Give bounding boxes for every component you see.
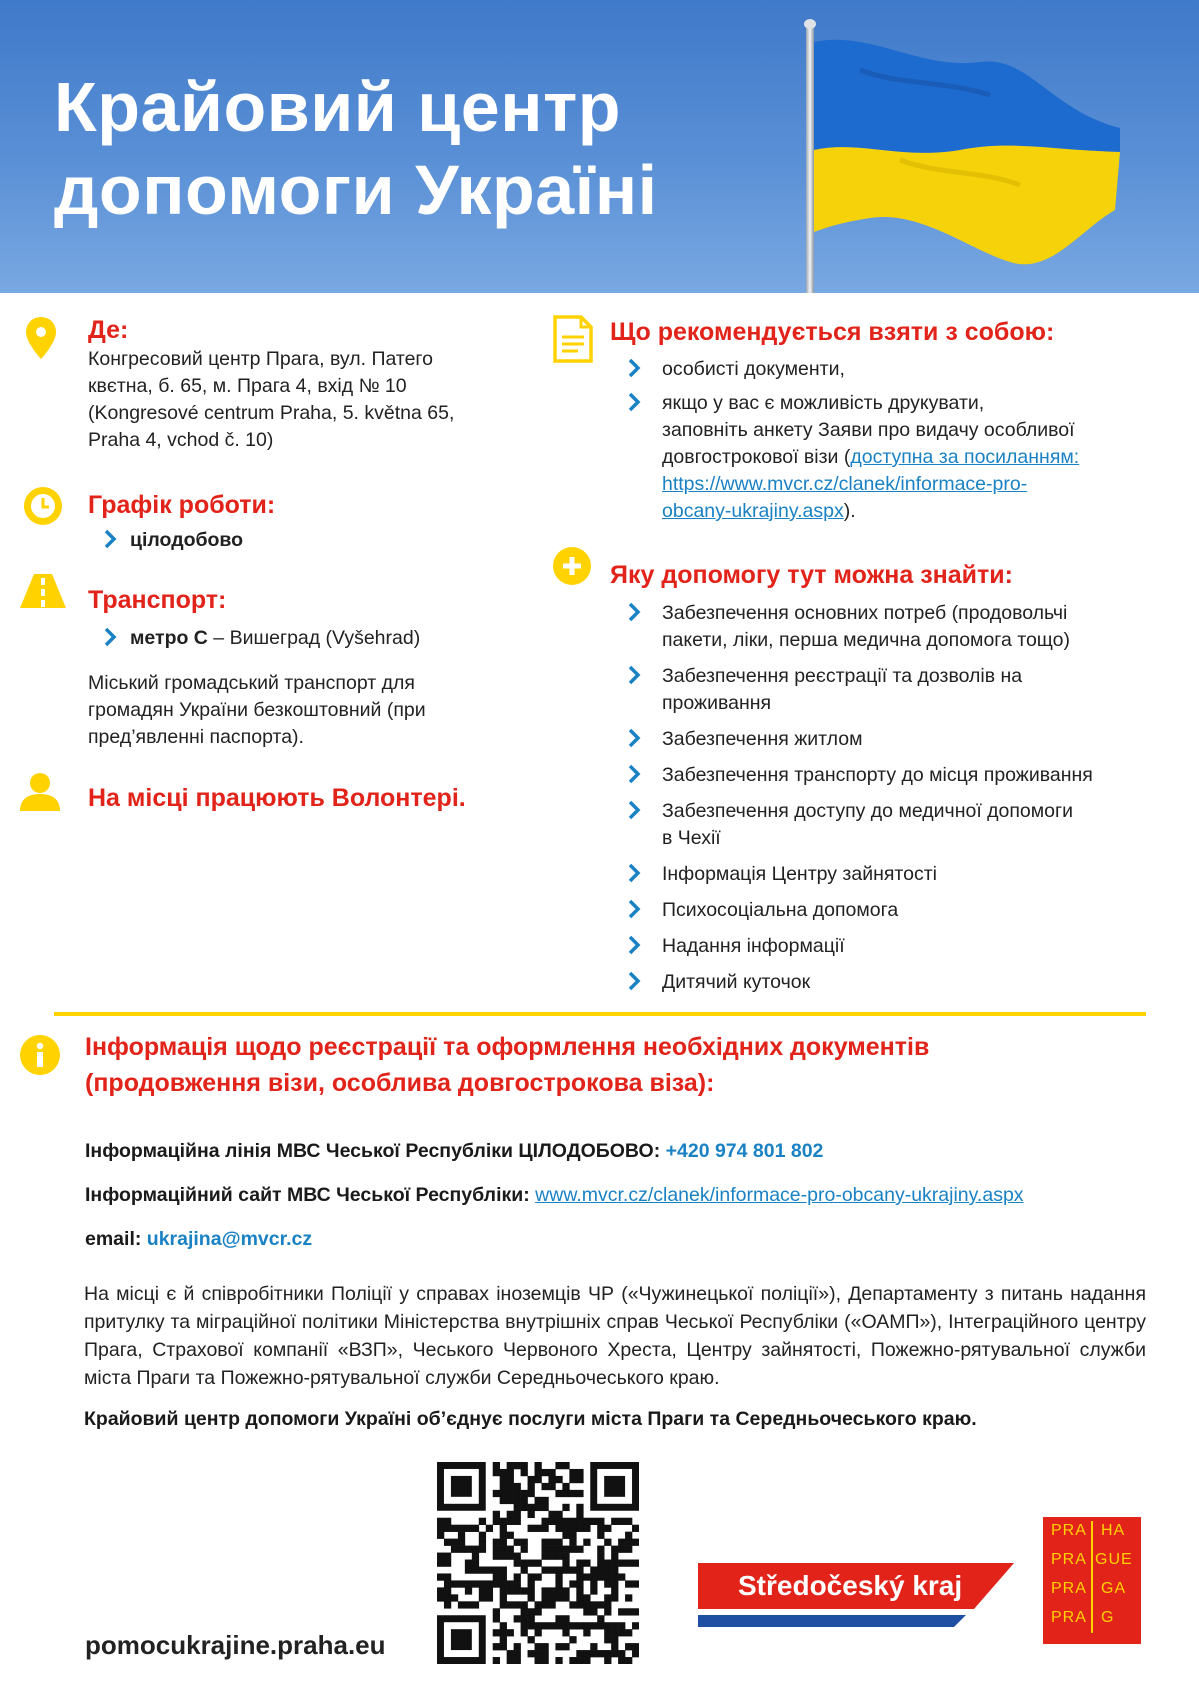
schedule-heading: Графік роботи: (88, 491, 276, 519)
chevron-right-icon (628, 726, 654, 748)
chevron-right-icon (628, 969, 654, 991)
list-item: особисті документи, (628, 356, 845, 383)
transport-heading: Транспорт: (88, 586, 227, 614)
list-item: Інформація Центру зайнятості (628, 861, 1093, 888)
bring-heading: Що рекомендується взяти з собою: (610, 318, 1055, 346)
email-link[interactable]: ukrajina@mvcr.cz (146, 1228, 313, 1250)
help-heading: Яку допомогу тут можна знайти: (610, 561, 1013, 589)
list-item: Забезпечення доступу до медичної допомоги в Чехії (628, 798, 1093, 852)
email-line: email: ukrajina@mvcr.cz (85, 1228, 313, 1250)
page-title: Крайовий центр допомоги Україні (54, 68, 658, 229)
hotline-number[interactable]: +420 974 801 802 (665, 1140, 824, 1162)
chevron-right-icon (628, 762, 654, 784)
list-item: Забезпечення основних потреб (продовольчі пакети, ліки, перша медична допомога тощо) (628, 600, 1093, 654)
chevron-right-icon (628, 933, 654, 955)
mvcr-site-link[interactable]: www.mvcr.cz/clanek/informace-pro-obcany-ukrajiny.aspx (535, 1184, 1024, 1206)
qr-code[interactable] (437, 1462, 639, 1664)
chevron-right-icon (628, 356, 654, 378)
where-heading: Де: (88, 316, 129, 344)
chevron-right-icon (628, 798, 654, 820)
list-item: якщо у вас є можливість друкувати, заповніть анкету Заяви про видачу особливої довгострокової візи (доступна за посиланням: https://www.mvcr.cz/clanek/informace-pro- obcany-ukrajiny.aspx). (628, 390, 1079, 525)
list-item: метро С – Вишеград (Vyšehrad) (104, 625, 420, 652)
list-item: Забезпечення житлом (628, 726, 1093, 753)
chevron-right-icon (104, 625, 130, 647)
transport-note: Міський громадський транспорт для громадян України безкоштовний (при пред’явленні паспорта). (88, 672, 426, 748)
list-item: цілодобово (104, 527, 243, 554)
visa-form-link[interactable]: доступна за посиланням: (850, 446, 1080, 468)
staff-paragraph: На місці є й співробітники Поліції у справах іноземців ЧР («Чужинецької поліції»), Департаменту з питань надання притулку та міграційної політики Міністерства внутрішніх справ Чеської Республіки («ОАМП»), Інтеграційного центру Прага, Страхової компанії «ВЗП», Чеського Червоного Хреста, Центру зайнятості, Пожежно-рятувальної служби міста Праги та Пожежно-рятувальної служби Середньочеського краю. (84, 1283, 1146, 1389)
hotline-line: Інформаційна лінія МВС Чеської Республіки ЦІЛОДОБОВО: +420 974 801 802 (85, 1140, 824, 1162)
where-address: Конгресовий центр Прага, вул. Патего квєтна, б. 65, м. Прага 4, вхід № 10 (Kongresové centrum Praha, 5. května 65, Praha 4, vchod č. 10) (88, 348, 455, 451)
list-item: Забезпечення транспорту до місця проживання (628, 762, 1093, 789)
closing-statement: Крайовий центр допомоги Україні об’єднує послуги міста Праги та Середньочеського краю. (84, 1408, 977, 1430)
list-item: Дитячий куточок (628, 969, 1093, 996)
info-icon (20, 1035, 60, 1080)
chevron-right-icon (628, 390, 654, 412)
clock-icon (24, 487, 62, 530)
section-divider (54, 1012, 1146, 1016)
chevron-right-icon (628, 600, 654, 622)
chevron-right-icon (104, 527, 130, 549)
document-icon (553, 315, 593, 368)
footer-website[interactable]: pomocukrajine.praha.eu (85, 1630, 386, 1660)
location-pin-icon (26, 317, 56, 364)
ukraine-flag-image (780, 0, 1199, 293)
plus-circle-icon (553, 547, 591, 590)
person-icon (20, 773, 60, 816)
list-item: Психосоціальна допомога (628, 897, 1093, 924)
chevron-right-icon (628, 663, 654, 685)
road-icon (20, 574, 66, 613)
volunteers-text: На місці працюють Волонтері. (88, 784, 466, 812)
site-line: Інформаційний сайт МВС Чеської Республіки: www.mvcr.cz/clanek/informace-pro-obcany-ukrajiny.aspx (85, 1184, 1024, 1206)
stredocesky-kraj-text: Středočeský kraj (738, 1570, 963, 1601)
list-item: Надання інформації (628, 933, 1093, 960)
visa-form-link-url-end[interactable]: obcany-ukrajiny.aspx (662, 500, 844, 522)
chevron-right-icon (628, 861, 654, 883)
chevron-right-icon (628, 897, 654, 919)
list-item: Забезпечення реєстрації та дозволів на проживання (628, 663, 1093, 717)
help-list (628, 600, 1093, 996)
praha-logo: PRA HA PRA GUE PRA GA PRA G (1043, 1517, 1141, 1644)
visa-form-link-url[interactable]: https://www.mvcr.cz/clanek/informace-pro- (662, 473, 1028, 495)
header-banner (0, 0, 1199, 293)
info-heading: Інформація щодо реєстрації та оформлення необхідних документів (продовження візи, особлива довгострокова віза): (85, 1033, 930, 1097)
